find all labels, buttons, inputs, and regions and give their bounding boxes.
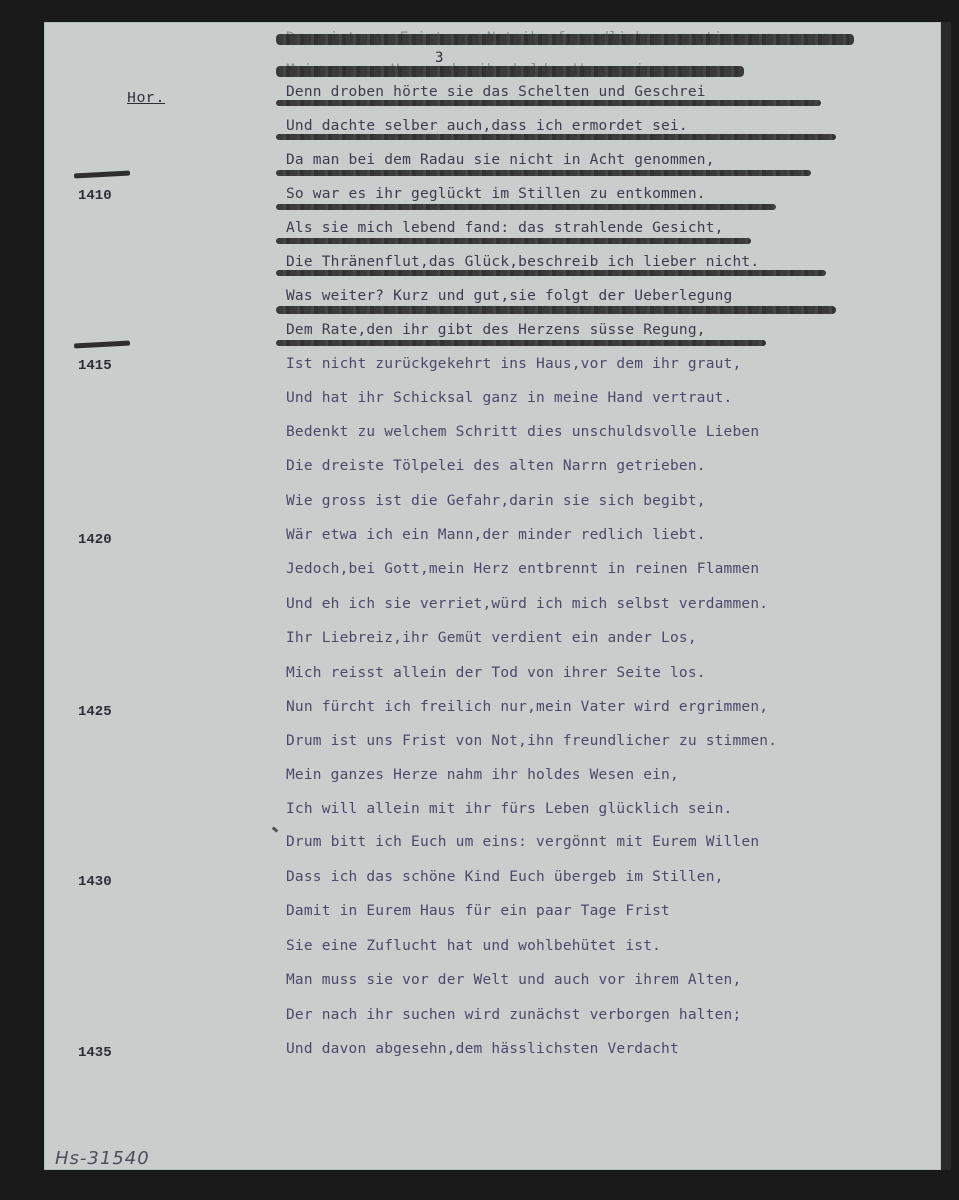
revised-line: Und dachte selber auch,dass ich ermordet sei.: [286, 118, 688, 134]
strike-bar: [276, 34, 854, 45]
verse-line: Ist nicht zurückgekehrt ins Haus,vor dem ihr graut,: [286, 356, 742, 372]
verse-line: Man muss sie vor der Welt und auch vor ihrem Alten,: [286, 972, 742, 988]
verse-line: Jedoch,bei Gott,mein Herz entbrennt in reinen Flammen: [286, 561, 760, 577]
verse-line: Ihr Liebreiz,ihr Gemüt verdient ein ander Los,: [286, 630, 697, 646]
verse-line: Wär etwa ich ein Mann,der minder redlich liebt.: [286, 527, 706, 543]
strike-bar: [276, 134, 836, 140]
strike-bar: [276, 270, 826, 276]
verse-line: Wie gross ist die Gefahr,darin sie sich begibt,: [286, 493, 706, 509]
verse-line: Und hat ihr Schicksal ganz in meine Hand vertraut.: [286, 390, 733, 406]
revised-line: Dem Rate,den ihr gibt des Herzens süsse Regung,: [286, 322, 706, 338]
archive-signature: Hs-31540: [55, 1148, 150, 1169]
verse-line: Drum bitt ich Euch um eins: vergönnt mit Eurem Willen: [286, 834, 760, 850]
strike-bar: [276, 306, 836, 314]
verse-line: Sie eine Zuflucht hat und wohlbehütet ist.: [286, 938, 662, 954]
strike-bar: [276, 204, 776, 210]
revised-line: So war es ihr geglückt im Stillen zu entkommen.: [286, 186, 706, 202]
line-number: 1435: [78, 1045, 112, 1061]
line-number: 1425: [78, 704, 112, 720]
line-number: 1410: [78, 188, 112, 204]
verse-line: Damit in Eurem Haus für ein paar Tage Frist: [286, 903, 670, 919]
strike-bar: [276, 170, 811, 176]
revised-line: Die Thränenflut,das Glück,beschreib ich lieber nicht.: [286, 254, 760, 270]
verse-line: Mich reisst allein der Tod von ihrer Seite los.: [286, 665, 706, 681]
verse-line: Der nach ihr suchen wird zunächst verborgen halten;: [286, 1007, 742, 1023]
verse-line: Und eh ich sie verriet,würd ich mich selbst verdammen.: [286, 596, 769, 612]
strike-bar: [276, 66, 744, 77]
line-number: 1430: [78, 874, 112, 890]
revised-line: Als sie mich lebend fand: das strahlende Gesicht,: [286, 220, 724, 236]
strike-bar: [276, 100, 821, 106]
verse-line: Dass ich das schöne Kind Euch übergeb im Stillen,: [286, 869, 724, 885]
verse-line: Bedenkt zu welchem Schritt dies unschuldsvolle Lieben: [286, 424, 760, 440]
verse-line: Die dreiste Tölpelei des alten Narrn getrieben.: [286, 458, 706, 474]
strike-bar: [276, 340, 766, 346]
revised-line: Denn droben hörte sie das Schelten und Geschrei: [286, 84, 706, 100]
line-number: 1415: [78, 358, 112, 374]
page-edge: [941, 22, 951, 1170]
page-number: 3: [435, 50, 444, 66]
verse-line: Nun fürcht ich freilich nur,mein Vater wird ergrimmen,: [286, 699, 769, 715]
revised-line: Was weiter? Kurz und gut,sie folgt der Ueberlegung: [286, 288, 733, 304]
verse-line: Mein ganzes Herze nahm ihr holdes Wesen ein,: [286, 767, 679, 783]
verse-line: Drum ist uns Frist von Not,ihn freundlicher zu stimmen.: [286, 733, 778, 749]
strike-bar: [276, 238, 751, 244]
line-number: 1420: [78, 532, 112, 548]
verse-line: Und davon abgesehn,dem hässlichsten Verdacht: [286, 1041, 679, 1057]
speaker-label: Hor.: [127, 90, 166, 107]
revised-line: Da man bei dem Radau sie nicht in Acht genommen,: [286, 152, 715, 168]
verse-line: Ich will allein mit ihr fürs Leben glücklich sein.: [286, 801, 733, 817]
